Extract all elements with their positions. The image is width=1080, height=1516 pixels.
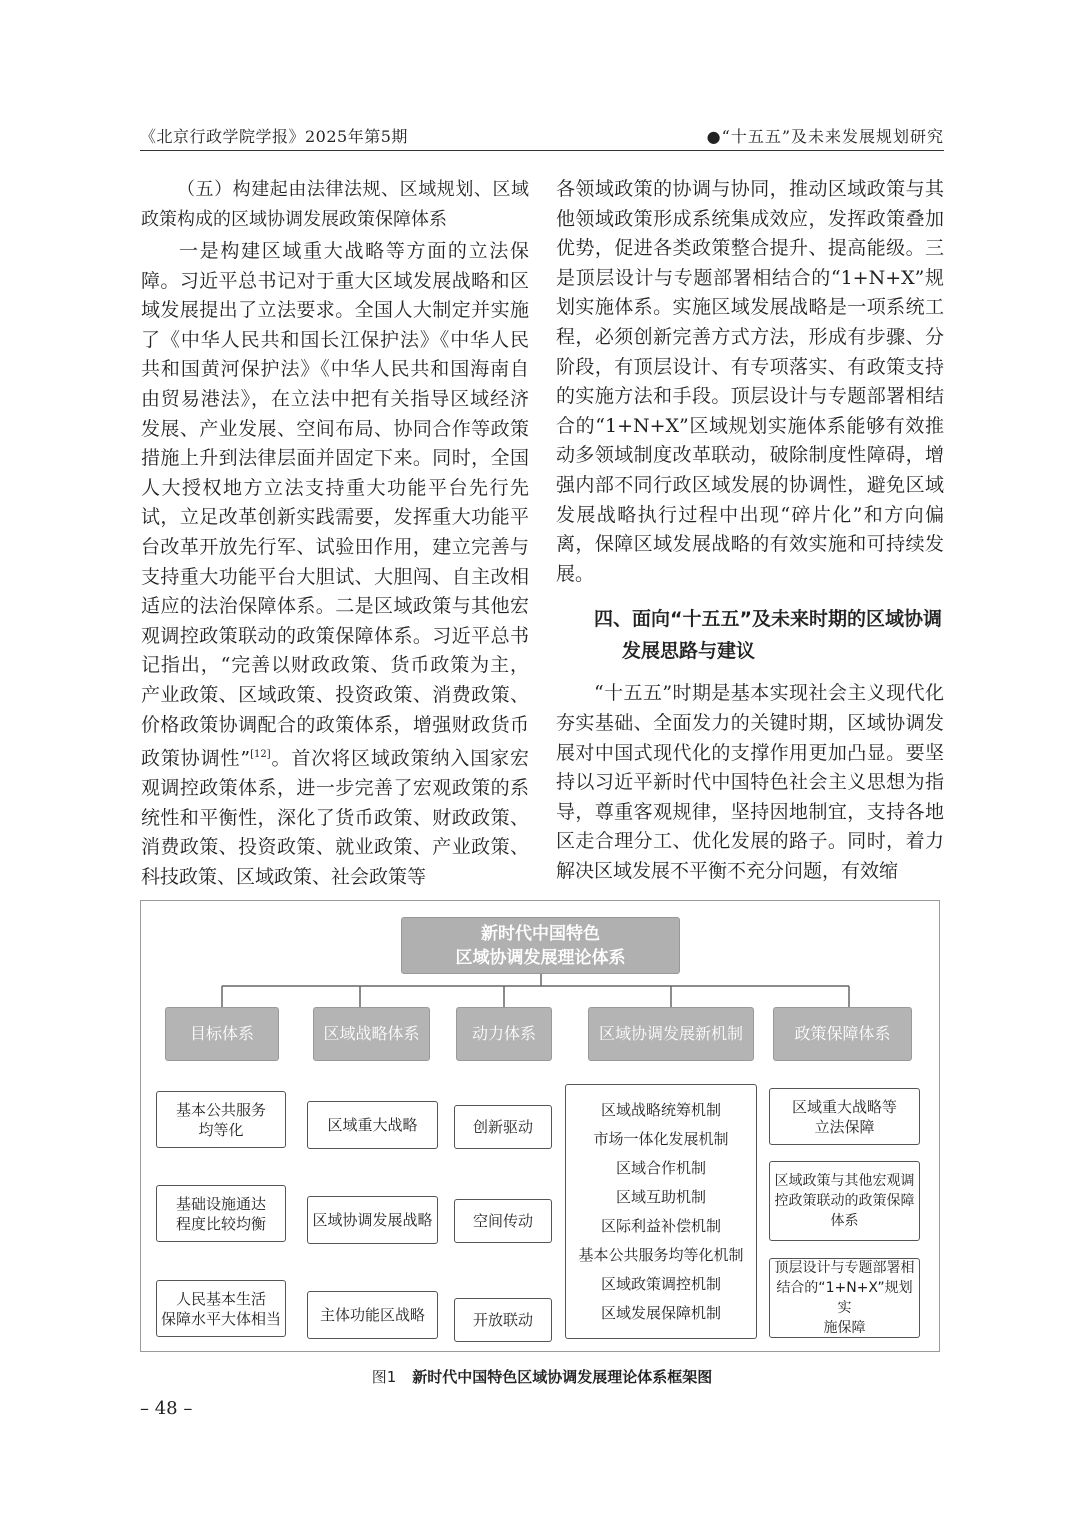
goal-item-line1: 基础设施通达 (175, 1194, 266, 1213)
body-paragraph-continued: 各领域政策的协调与协同，推动区域政策与其他领域政策形成系统集成效应，发挥政策叠加优势，促进各类政策整合提升、提高能级。三是顶层设计与专题部署相结合的“1+N+X”规划实施体系。实施区域发展战略是一项系统工程，必须创新完善方式方法，形成有步骤、分阶段，有顶层设计、有专项落实、有政策支持的实施方法和手段。顶层设计与专题部署相结合的“1+N+X”区域规划实施体系能够有效推动多领域制度改革联动，破除制度性障碍，增强内部不同行政区域发展的协调性，避免区域发展战略执行过程中出现“碎片化”和方向偏离，保障区域发展战略的有效实施和可持续发展。 (556, 178, 944, 585)
body-paragraph (141, 237, 529, 892)
dynamics-item-spatial: 空间传动 (454, 1199, 552, 1243)
section-heading-line1: 四、面向“十五五”及未来时期的区域协调 (594, 608, 942, 631)
goal-item-living-standards (156, 1280, 286, 1337)
policy-item-linkage (769, 1161, 920, 1241)
goal-item-public-services (156, 1091, 286, 1148)
mechanism-item: 区域互助机制 (615, 1187, 706, 1206)
policy-item-line3: 施保障 (823, 1320, 866, 1336)
policy-item-line1: 区域重大战略等 (791, 1097, 897, 1116)
journal-title: 《北京行政学院学报》2025年第5期 (140, 127, 408, 146)
policy-item-line2: 结合的“1+N+X”规划实 (776, 1280, 913, 1316)
mechanism-item: 区域发展保障机制 (600, 1304, 721, 1323)
page-number: – 48 – (140, 1398, 193, 1419)
strategy-item-functional-zones: 主体功能区战略 (307, 1291, 438, 1339)
category-goal-system: 目标体系 (165, 1007, 279, 1061)
policy-item-line2: 立法保障 (814, 1117, 875, 1136)
policy-item-line1: 顶层设计与专题部署相 (774, 1260, 915, 1276)
mechanism-item: 区域政策调控机制 (600, 1275, 721, 1294)
category-dynamics-system: 动力体系 (456, 1007, 552, 1061)
policy-item-line3: 体系 (830, 1213, 859, 1229)
goal-item-infrastructure (156, 1185, 286, 1242)
dynamics-item-innovation: 创新驱动 (454, 1105, 552, 1149)
section-heading (556, 603, 944, 667)
category-mechanism-system: 区域协调发展新机制 (588, 1007, 754, 1061)
goal-item-line2: 均等化 (198, 1120, 244, 1139)
root-line2: 区域协调发展理论体系 (455, 947, 626, 968)
figure-frame (140, 900, 940, 1352)
figure-label: 图1 (371, 1368, 397, 1386)
goal-item-line2: 程度比较均衡 (175, 1214, 266, 1233)
policy-item-planning (769, 1258, 920, 1338)
header-rule (140, 150, 944, 151)
paragraph-text-tail: 。首次将区域政策纳入国家宏观调控政策体系，进一步完善了宏观政策的系统性和平衡性，深化了货币政策、财政政策、消费政策、投资政策、就业政策、产业政策、科技政策、区域政策、社会政策等 (141, 747, 529, 888)
left-column (141, 175, 529, 892)
goal-item-line1: 人民基本生活 (175, 1289, 266, 1308)
figure-title: 新时代中国特色区域协调发展理论体系框架图 (412, 1368, 713, 1386)
section-title: ●“十五五”及未来发展规划研究 (706, 127, 944, 146)
subsection-heading: （五）构建起由法律法规、区域规划、区域政策构成的区域协调发展政策保障体系 (141, 179, 529, 230)
dynamics-item-opening: 开放联动 (454, 1298, 552, 1342)
goal-item-line1: 基本公共服务 (175, 1100, 266, 1119)
policy-item-line2: 控政策联动的政策保障 (774, 1193, 915, 1209)
section-heading-line2: 发展思路与建议 (622, 640, 756, 663)
policy-item-legislation (769, 1088, 920, 1145)
mechanism-list-box (565, 1084, 757, 1339)
figure-caption (140, 1366, 944, 1387)
category-policy-system: 政策保障体系 (773, 1007, 912, 1061)
right-column (556, 175, 944, 886)
strategy-item-coordinated: 区域协调发展战略 (307, 1196, 438, 1244)
mechanism-item: 市场一体化发展机制 (593, 1129, 729, 1148)
citation-ref[interactable]: [12] (250, 749, 271, 761)
mechanism-item: 区域合作机制 (615, 1158, 706, 1177)
mechanism-item: 基本公共服务均等化机制 (578, 1246, 744, 1265)
paragraph-text: 一是构建区域重大战略等方面的立法保障。习近平总书记对于重大区域发展战略和区域发展提出了立法要求。全国人大制定并实施了《中华人民共和国长江保护法》《中华人民共和国黄河保护法》《中华人民共和国海南自由贸易港法》，在立法中把有关指导区域经济发展、产业发展、空间布局、协同合作等政策措施上升到法律层面并固定下来。同时，全国人大授权地方立法支持重大功能平台先行先试，立足改革创新实践需要，发挥重大功能平台改革开放先行军、试验田作用，建立完善与支持重大功能平台大胆试、大胆闯、自主改相适应的法治保障体系。二是区域政策与其他宏观调控政策联动的政策保障体系。习近平总书记指出，“完善以财政政策、货币政策为主，产业政策、区域政策、投资政策、消费政策、价格政策协调配合的政策体系，增强财政货币政策协调性” (141, 240, 529, 770)
category-strategy-system: 区域战略体系 (313, 1007, 430, 1061)
mechanism-item: 区际利益补偿机制 (600, 1217, 721, 1236)
root-line1: 新时代中国特色 (481, 923, 600, 944)
mechanism-item: 区域战略统筹机制 (600, 1100, 721, 1119)
framework-root-box (401, 917, 680, 974)
goal-item-line2: 保障水平大体相当 (160, 1309, 281, 1328)
body-paragraph: “十五五”时期是基本实现社会主义现代化夯实基础、全面发力的关键时期，区域协调发展对中国式现代化的支撑作用更加凸显。要坚持以习近平新时代中国特色社会主义思想为指导，尊重客观规律，坚持因地制宜，支持各地区走合理分工、优化发展的路子。同时，着力解决区域发展不平衡不充分问题，有效缩 (556, 682, 944, 882)
strategy-item-major-regional: 区域重大战略 (307, 1101, 438, 1149)
policy-item-line1: 区域政策与其他宏观调 (774, 1173, 915, 1189)
